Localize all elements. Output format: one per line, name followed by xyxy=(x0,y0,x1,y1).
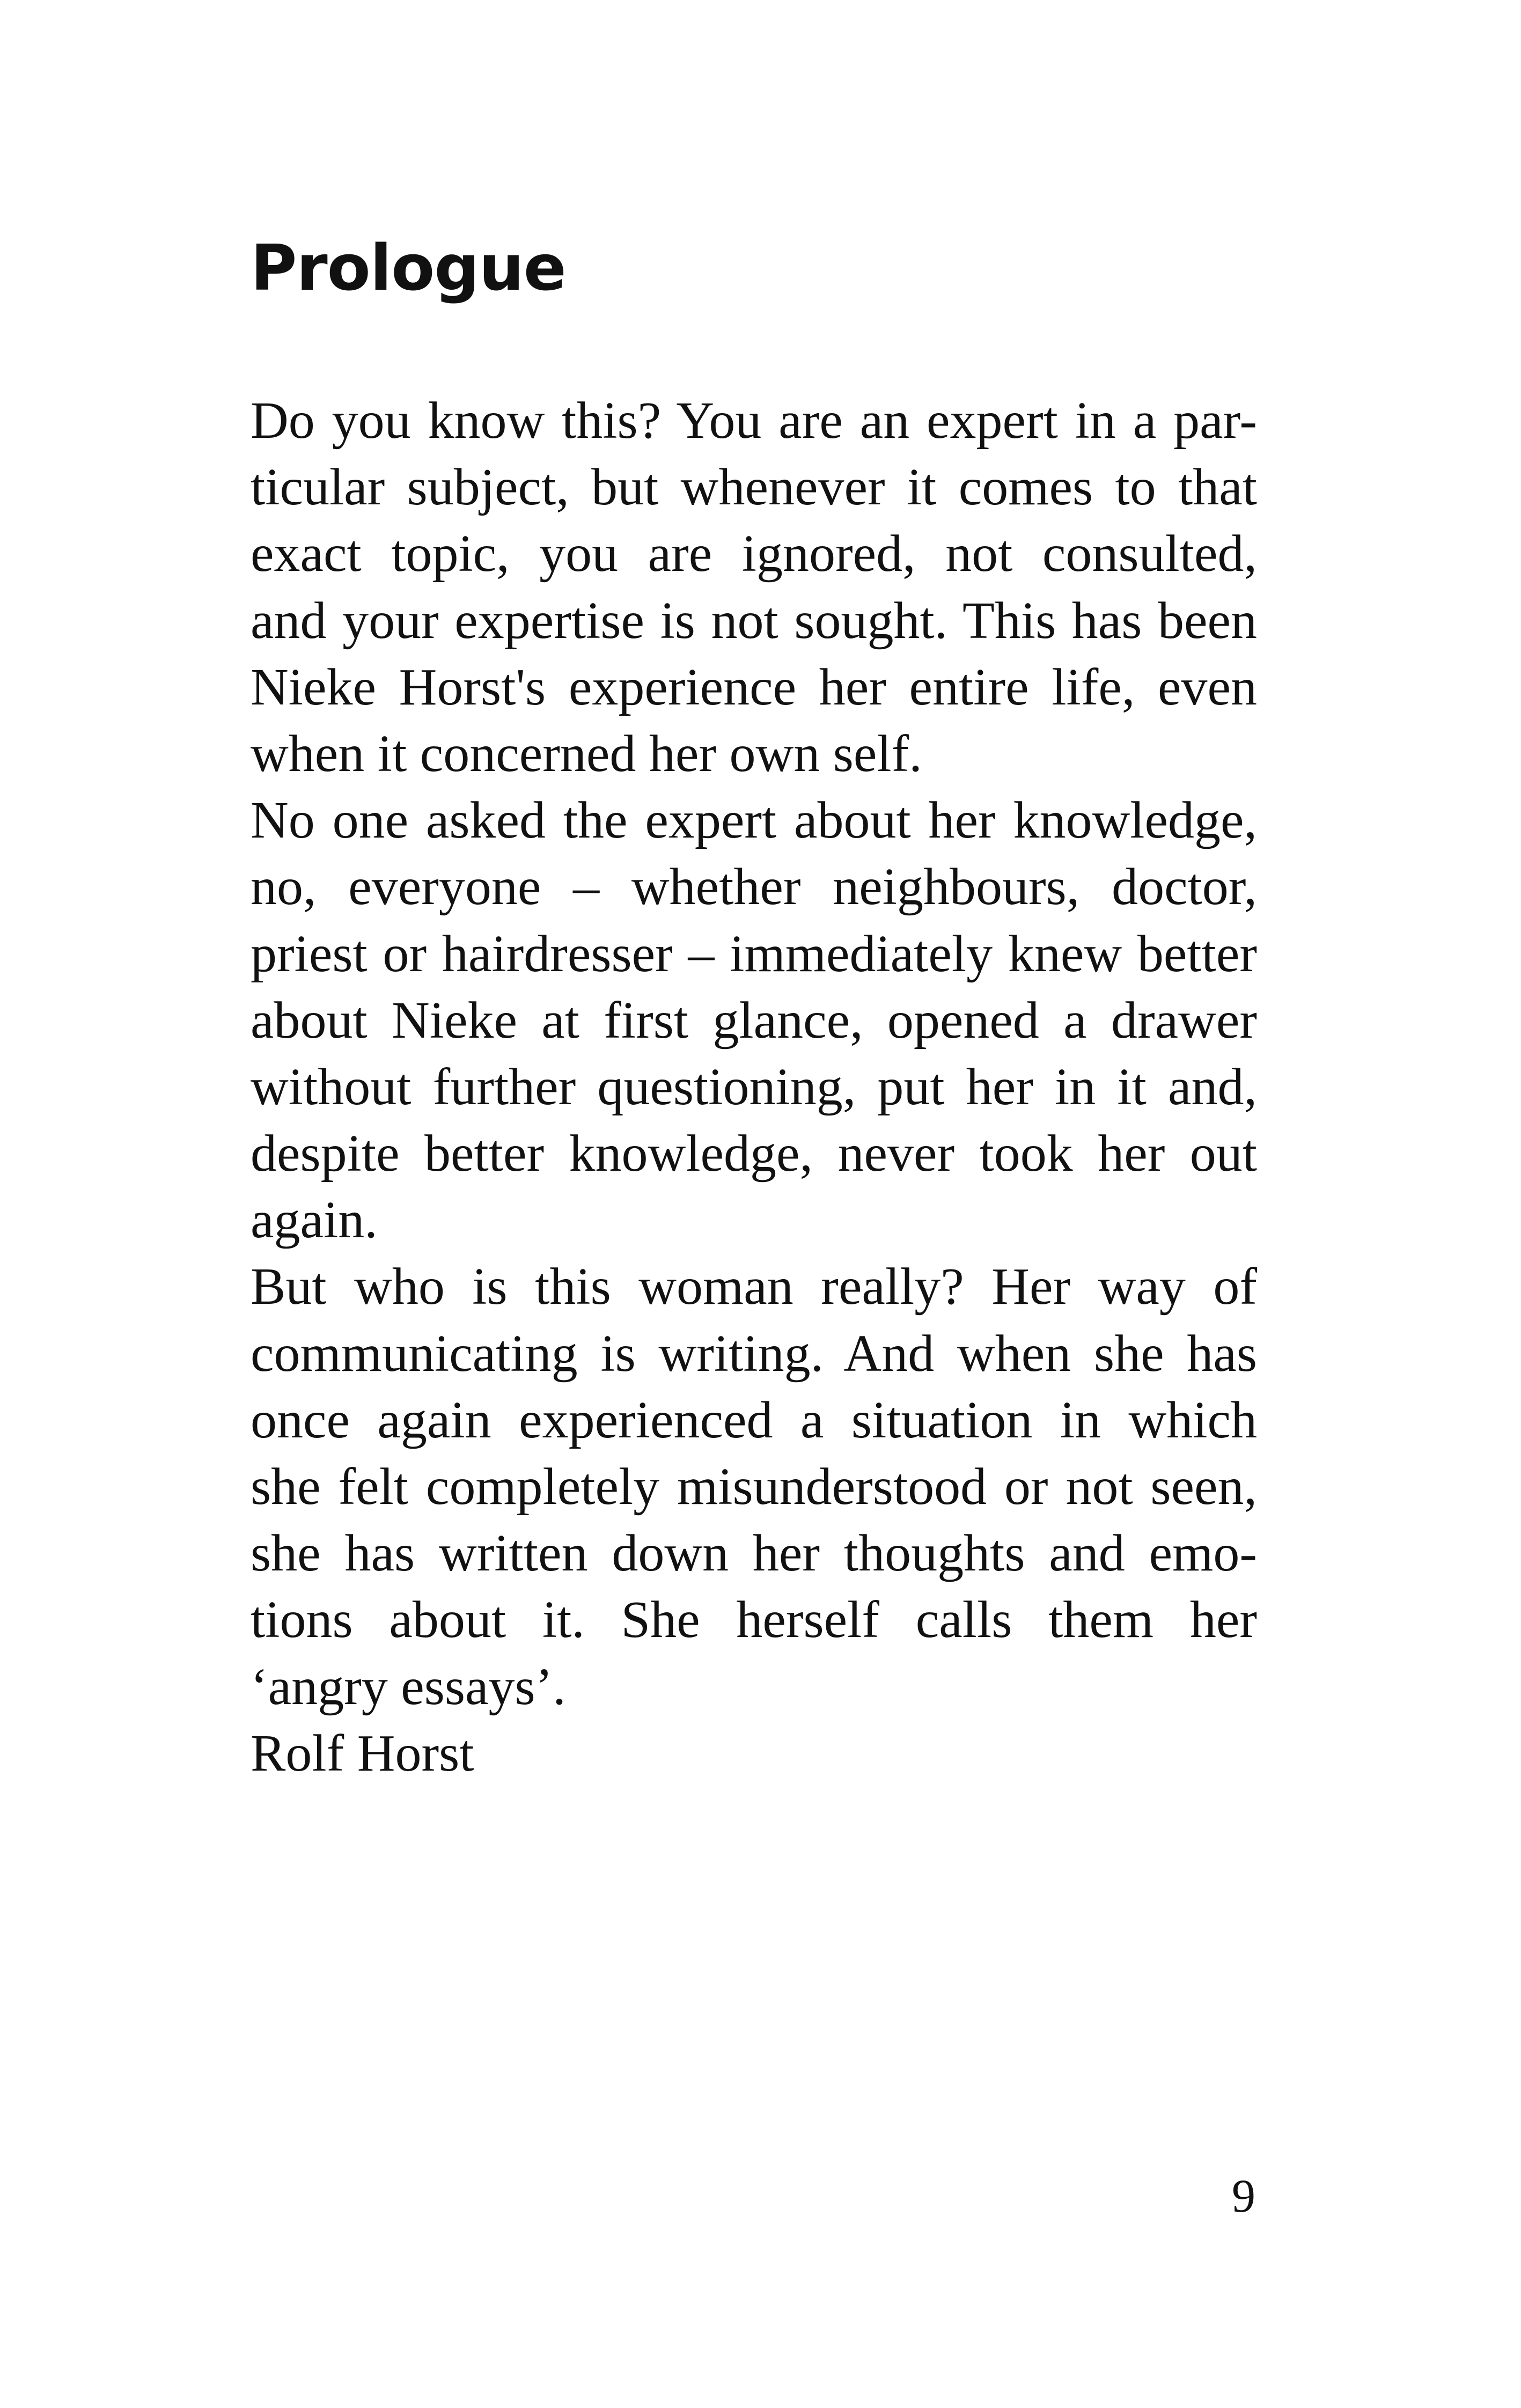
text-line: Nieke Horst's experience her entire life, even xyxy=(251,658,1257,716)
text-line: tions about it. She herself calls them her xyxy=(251,1591,1257,1649)
text-line: priest or hairdresser – immediately knew better xyxy=(251,924,1257,983)
text-line: ticular subject, but whenever it comes to that xyxy=(251,458,1257,517)
text-line: she has written down her thoughts and emo- xyxy=(251,1524,1257,1583)
text-line: she felt completely misunderstood or not seen, xyxy=(251,1458,1257,1516)
page-number: 9 xyxy=(1232,2170,1255,2222)
text-line: exact topic, you are ignored, not consulted, xyxy=(251,525,1257,583)
text-line: once again experienced a situation in which xyxy=(251,1391,1257,1449)
prologue-text xyxy=(251,387,1257,1787)
text-line: Do you know this? You are an expert in a par- xyxy=(251,392,1257,450)
text-line: despite better knowledge, never took her out xyxy=(251,1125,1257,1183)
text-line: No one asked the expert about her knowledge, xyxy=(251,791,1257,850)
text-line: But who is this woman really? Her way of xyxy=(251,1258,1257,1316)
text-line: when it concerned her own self. xyxy=(251,724,922,783)
text-line: communicating is writing. And when she has xyxy=(251,1324,1257,1383)
chapter-title: Prologue xyxy=(251,231,566,305)
text-line: and your expertise is not sought. This has been xyxy=(251,591,1257,650)
text-line: without further questioning, put her in it and, xyxy=(251,1058,1257,1116)
text-line: no, everyone – whether neighbours, doctor, xyxy=(251,858,1257,916)
text-line: again. xyxy=(251,1191,378,1250)
text-line: about Nieke at first glance, opened a drawer xyxy=(251,991,1257,1049)
author-signature: Rolf Horst xyxy=(251,1724,474,1782)
text-line: ‘angry essays’. xyxy=(251,1657,566,1716)
